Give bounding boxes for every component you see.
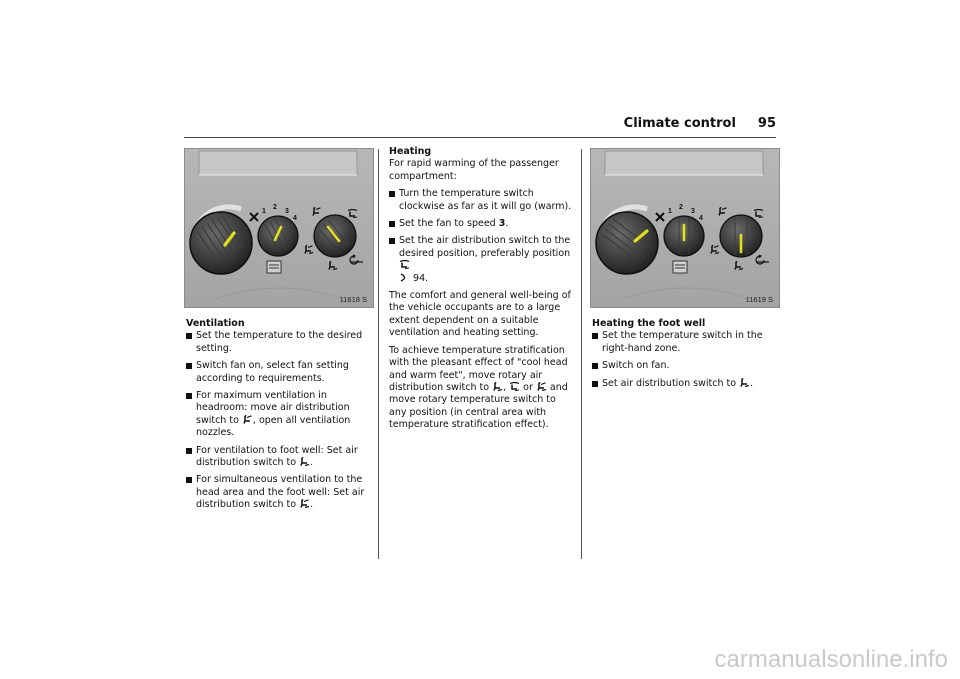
column-divider-left [378, 149, 379, 559]
page-header [184, 116, 776, 131]
fan-label-4: 4 [293, 215, 297, 222]
foot-well-heading: Heating the foot well [592, 318, 706, 329]
list-item: Set air distribution switch to . [592, 378, 776, 390]
fan-label-2: 2 [273, 204, 277, 211]
vent-foot-icon [492, 382, 503, 391]
fan-label-3: 3 [285, 208, 289, 215]
page-number: 95 [757, 116, 776, 131]
figure-code: 11618 S [339, 295, 367, 304]
figure-controls-foot-well [590, 148, 780, 308]
list-item: Switch on fan. [592, 360, 776, 372]
list-item: Switch fan on, select fan setting according to requirements. [186, 360, 372, 385]
list-item: For maximum ventilation in headroom: move air distribution switch to , open all ventilation nozzles. [186, 390, 372, 440]
defrost-screen-icon [348, 210, 357, 218]
fan-label-3: 3 [691, 208, 695, 215]
fan-label-1: 1 [668, 208, 672, 215]
ventilation-section [186, 318, 372, 517]
rear-window-heat-icon [267, 261, 281, 273]
figure-code: 11619 S [745, 295, 773, 304]
list-item: Turn the temperature switch clockwise as far as it will go (warm). [389, 188, 573, 213]
vent-head-icon [719, 207, 727, 216]
vent-head-foot-icon [536, 382, 547, 391]
vent-foot-icon [739, 378, 750, 387]
header-rule [184, 137, 776, 138]
vent-head-foot-icon [299, 499, 310, 508]
fan-label-4: 4 [699, 215, 703, 222]
recirculation-icon [350, 255, 363, 264]
list-item: For simultaneous ventilation to the head area and the foot well: Set air distribution switch to . [186, 474, 372, 511]
recirculation-icon [756, 255, 769, 264]
air-distribution-knob [720, 215, 762, 257]
column-divider-right [581, 149, 582, 559]
list-item: For ventilation to foot well: Set air distribution switch to . [186, 445, 372, 470]
heating-paragraph-stratification: To achieve temperature stratification with the pleasant effect of "cool head and warm feet", move rotary air distribution switch to , or and move rotary temperature switch to any position (in central area with temperature stratification effect). [389, 344, 568, 431]
vent-foot-icon [329, 261, 337, 270]
vent-head-icon [313, 207, 321, 216]
heating-intro: For rapid warming of the passenger compartment: [389, 158, 559, 182]
fan-speed-knob [664, 216, 704, 256]
heating-heading: Heating [389, 146, 432, 157]
fan-speed-knob [258, 216, 298, 256]
rear-window-heat-icon [673, 261, 687, 273]
foot-well-section [592, 318, 776, 395]
temperature-knob [596, 212, 658, 274]
defrost-screen-icon [509, 382, 520, 391]
vent-foot-icon [299, 457, 310, 466]
ventilation-heading: Ventilation [186, 318, 245, 329]
defrost-screen-icon [754, 210, 763, 218]
heating-paragraph-comfort: The comfort and general well-being of the vehicle occupants are to a large extent dependent on a suitable ventilation and heating setting. [389, 290, 571, 339]
watermark: carmanualsonline.info [714, 646, 948, 673]
figure-controls-ventilation [184, 148, 374, 308]
section-title: Climate control [623, 116, 736, 131]
fan-label-2: 2 [679, 204, 683, 211]
list-item: Set the temperature to the desired setting. [186, 330, 372, 355]
page-reference-icon [399, 273, 410, 282]
air-distribution-knob [314, 215, 356, 257]
vent-head-foot-icon [711, 245, 719, 254]
defrost-screen-icon [399, 260, 410, 269]
vent-foot-icon [735, 261, 743, 270]
fan-off-icon [656, 213, 664, 221]
list-item: Set the fan to speed 3. [389, 218, 573, 230]
heating-section [389, 146, 573, 437]
list-item: Set the temperature switch in the right-hand zone. [592, 330, 776, 355]
list-item: Set the air distribution switch to the desired position, preferably position 94. [389, 235, 573, 285]
fan-off-icon [250, 213, 258, 221]
vent-head-foot-icon [305, 245, 313, 254]
fan-label-1: 1 [262, 208, 266, 215]
temperature-knob [190, 212, 252, 274]
vent-head-icon [242, 415, 253, 424]
